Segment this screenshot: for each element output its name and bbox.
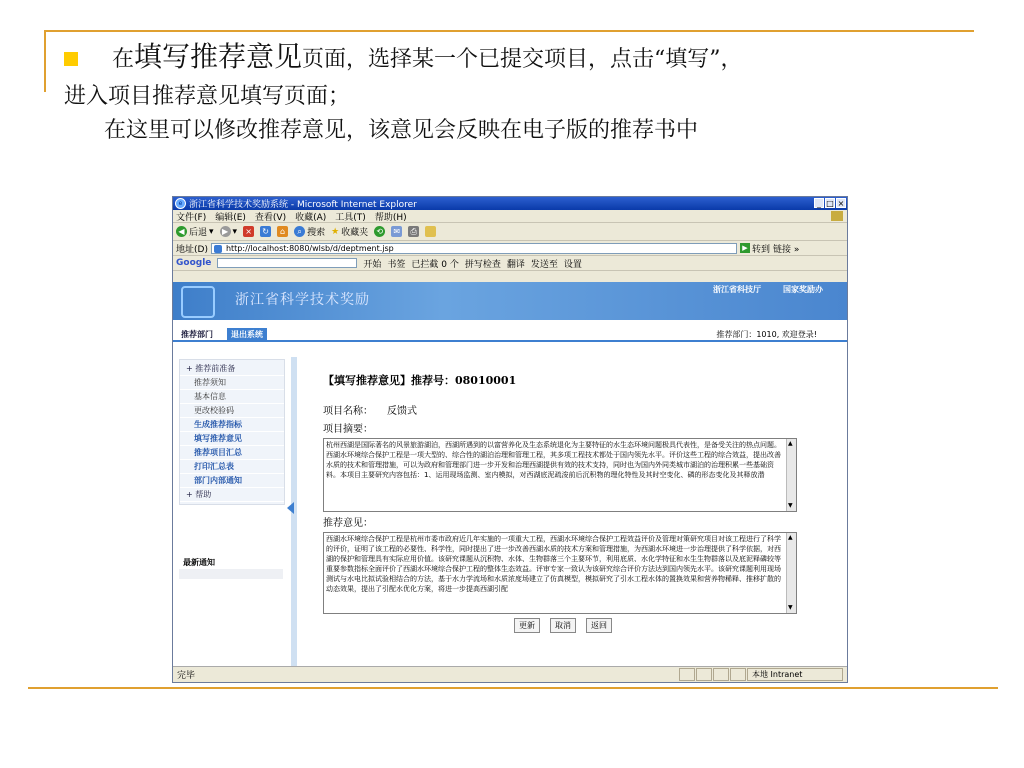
- nav-row: [173, 324, 847, 342]
- menu-view[interactable]: 查看(V): [254, 212, 287, 223]
- google-logo: Google: [176, 258, 212, 268]
- address-bar: [173, 241, 847, 256]
- windows-flag-icon: [831, 211, 843, 221]
- opinion-text: 西湖水环境综合保护工程是杭州市委市政府近几年实施的一项重大工程，西湖水环境综合保护工程效益评价及管理对策研究项目对该工程进行了科学的评价，证明了该工程的必要性、科学性，同时提出了进一步改善西湖水质的技术方案和管理措施，为西湖水环境进一步治理提供了科学依据，对西湖的保护和管理具有实际应用价值。该研究课题从沉积物、水体、生物群落三个主要环节，利用底质、水化学特征和水生生物群落以及底泥释磷较等重要参数指标全面评价了西湖水环境综合保护工程的整体生态效益。评审专家一致认为该研究综合评价方法达到国内领先水平。该研究课题利用现场测试与水电比拟试验相结合的方法，基于水力学流场和水质浓度场建立了仿真模型，模拟研究了引水工程水体的置换效果和营养物稀释、推移扩散的动态效果，提出了引配水优化方案，将进一步提高西湖引配: [326, 535, 781, 593]
- summary-text: 杭州西湖是国际著名的风景旅游湖泊，西湖所遇到的以富营养化及生态系统退化为主要特征的水生态环境问题极具代表性，是备受关注的热点问题。西湖水环境综合保护工程是一项大型的、综合性的湖泊治理和管理工程，其多项工程技术都处于国内领先水平。评价这些工程的综合效益，提出改善水质的技术和管理措施，可以为政府和管理部门进一步开发和治理西湖提供有效的技术支持，同时也为国内外同类城市湖泊的治理积累一些基础资料。本项目主要研究内容包括：1、运用现场监测、室内模拟，对西湖底泥疏浚前后沉积物的理化特性及其时空变化、磷的形态变化及其释放潜: [326, 441, 781, 479]
- cancel-button[interactable]: 取消: [550, 618, 576, 633]
- ie-icon: e: [175, 198, 186, 209]
- google-bookmarks[interactable]: 书签: [387, 259, 406, 270]
- back-button-page[interactable]: 返回: [586, 618, 612, 633]
- browser-window: [172, 196, 848, 683]
- minimize-button[interactable]: _: [814, 198, 824, 208]
- sidebar-menu: [179, 359, 285, 505]
- banner-link-national[interactable]: 国家奖励办: [783, 285, 823, 294]
- page-viewport: [173, 282, 847, 667]
- google-blocked[interactable]: 已拦截 0 个: [411, 259, 459, 270]
- slide-line-2: 进入项目推荐意见填写页面；: [64, 84, 351, 109]
- slide-line-3: 在这里可以修改推荐意见，该意见会反映在电子版的推荐书中: [104, 118, 699, 143]
- site-logo-icon: [181, 286, 215, 318]
- tab-recommend-dept[interactable]: 推荐部门: [181, 330, 213, 339]
- google-search-input[interactable]: [217, 258, 357, 268]
- menu-file[interactable]: 文件(F): [176, 212, 207, 223]
- star-icon: ★: [331, 226, 340, 237]
- tab-logout[interactable]: 退出系统: [227, 328, 267, 341]
- opinion-label: 推荐意见：: [323, 518, 373, 529]
- google-send[interactable]: 发送至: [530, 259, 558, 270]
- back-arrow-icon: ◀: [176, 226, 187, 237]
- project-name-label: 项目名称：: [323, 406, 373, 417]
- sidebar-group-help[interactable]: + 帮助: [180, 488, 284, 502]
- project-name-row: [323, 402, 803, 417]
- maximize-button[interactable]: □: [826, 199, 834, 208]
- update-button[interactable]: 更新: [514, 618, 540, 633]
- latest-news-title: 最新通知: [183, 558, 215, 567]
- page-title: 【填写推荐意见】推荐号：08010001: [323, 374, 517, 387]
- address-input[interactable]: http://localhost:8080/wlsb/d/deptment.jsp: [211, 243, 737, 254]
- address-label: 地址(D): [176, 244, 208, 255]
- menu-edit[interactable]: 编辑(E): [215, 212, 246, 223]
- status-bar: [173, 666, 847, 682]
- refresh-icon[interactable]: ↻: [260, 226, 271, 237]
- summary-scrollbar[interactable]: [786, 439, 796, 511]
- print-icon[interactable]: ⎙: [408, 226, 419, 237]
- sidebar-item-project-summary[interactable]: 推荐项目汇总: [180, 446, 284, 460]
- google-translate[interactable]: 翻译: [506, 259, 525, 270]
- site-banner: [173, 282, 847, 320]
- user-info: 推荐部门：1010, 欢迎登录!: [716, 330, 817, 339]
- security-zone: 本地 Intranet: [747, 668, 843, 681]
- stop-icon[interactable]: ×: [243, 226, 254, 237]
- banner-link-dept[interactable]: 浙江省科技厅: [713, 285, 761, 294]
- summary-label: 项目摘要：: [323, 424, 373, 435]
- status-cell: [713, 668, 729, 681]
- sidebar-item-notice[interactable]: 推荐须知: [180, 376, 284, 390]
- sidebar-item-basic-info[interactable]: 基本信息: [180, 390, 284, 404]
- search-icon: ⌕: [294, 226, 305, 237]
- search-button[interactable]: ⌕ 搜索: [294, 225, 325, 238]
- close-button[interactable]: ×: [837, 199, 845, 208]
- opinion-scrollbar[interactable]: [786, 533, 796, 613]
- forward-button[interactable]: ▶ ▾: [220, 226, 238, 237]
- sidebar-item-generate-index[interactable]: 生成推荐指标: [180, 418, 284, 432]
- latest-news-box: [179, 569, 283, 579]
- menu-favorites[interactable]: 收藏(A): [295, 212, 327, 223]
- summary-textarea[interactable]: [323, 438, 797, 512]
- sidebar-item-fill-opinion[interactable]: 填写推荐意见: [180, 432, 284, 446]
- google-start[interactable]: 开始: [363, 259, 382, 270]
- status-cell: [679, 668, 695, 681]
- project-name-value: 反馈式: [387, 406, 417, 417]
- sidebar-group-prep[interactable]: + 推荐前准备: [180, 362, 284, 376]
- mail-icon[interactable]: ✉: [391, 226, 402, 237]
- slide-bottom-rule: [28, 687, 998, 689]
- window-title: 浙江省科学技术奖励系统 - Microsoft Internet Explorer: [189, 200, 417, 210]
- back-button[interactable]: ◀ 后退 ▾: [176, 225, 214, 238]
- sidebar-item-change-code[interactable]: 更改校验码: [180, 404, 284, 418]
- go-button[interactable]: ▶ 转到: [740, 242, 770, 255]
- main-content: [323, 372, 803, 633]
- toolbar: [173, 223, 847, 241]
- forward-arrow-icon: ▶: [220, 226, 231, 237]
- collapse-arrow-icon[interactable]: [287, 502, 294, 514]
- google-toolbar: [173, 256, 847, 271]
- status-cell: [730, 668, 746, 681]
- home-icon[interactable]: ⌂: [277, 226, 288, 237]
- sidebar-item-internal-notice[interactable]: 部门内部通知: [180, 474, 284, 488]
- menu-tools[interactable]: 工具(T): [335, 212, 366, 223]
- sidebar-item-print-summary[interactable]: 打印汇总表: [180, 460, 284, 474]
- history-icon[interactable]: ⟲: [374, 226, 385, 237]
- menu-help[interactable]: 帮助(H): [374, 212, 407, 223]
- title-bar: [173, 197, 847, 210]
- bullet-square-icon: [64, 52, 78, 66]
- status-text: 完毕: [177, 671, 196, 681]
- google-settings[interactable]: 设置: [563, 259, 582, 270]
- google-spellcheck[interactable]: 拼写检查: [464, 259, 501, 270]
- status-cell: [696, 668, 712, 681]
- site-title: 浙江省科学技术奖励: [235, 292, 370, 308]
- links-label[interactable]: 链接 »: [772, 244, 800, 255]
- sidebar: [173, 357, 291, 667]
- slide-top-rule: [44, 30, 974, 32]
- button-row: [323, 618, 803, 633]
- menu-bar: [173, 210, 847, 223]
- favorites-button[interactable]: ★ 收藏夹: [331, 226, 369, 238]
- slide-line-1: 在填写推荐意见页面，选择某一个已提交项目，点击“填写”，: [112, 40, 743, 73]
- go-arrow-icon: ▶: [740, 243, 750, 253]
- slide-left-rule: [44, 30, 46, 92]
- folder-icon[interactable]: [425, 226, 436, 237]
- opinion-textarea[interactable]: [323, 532, 797, 614]
